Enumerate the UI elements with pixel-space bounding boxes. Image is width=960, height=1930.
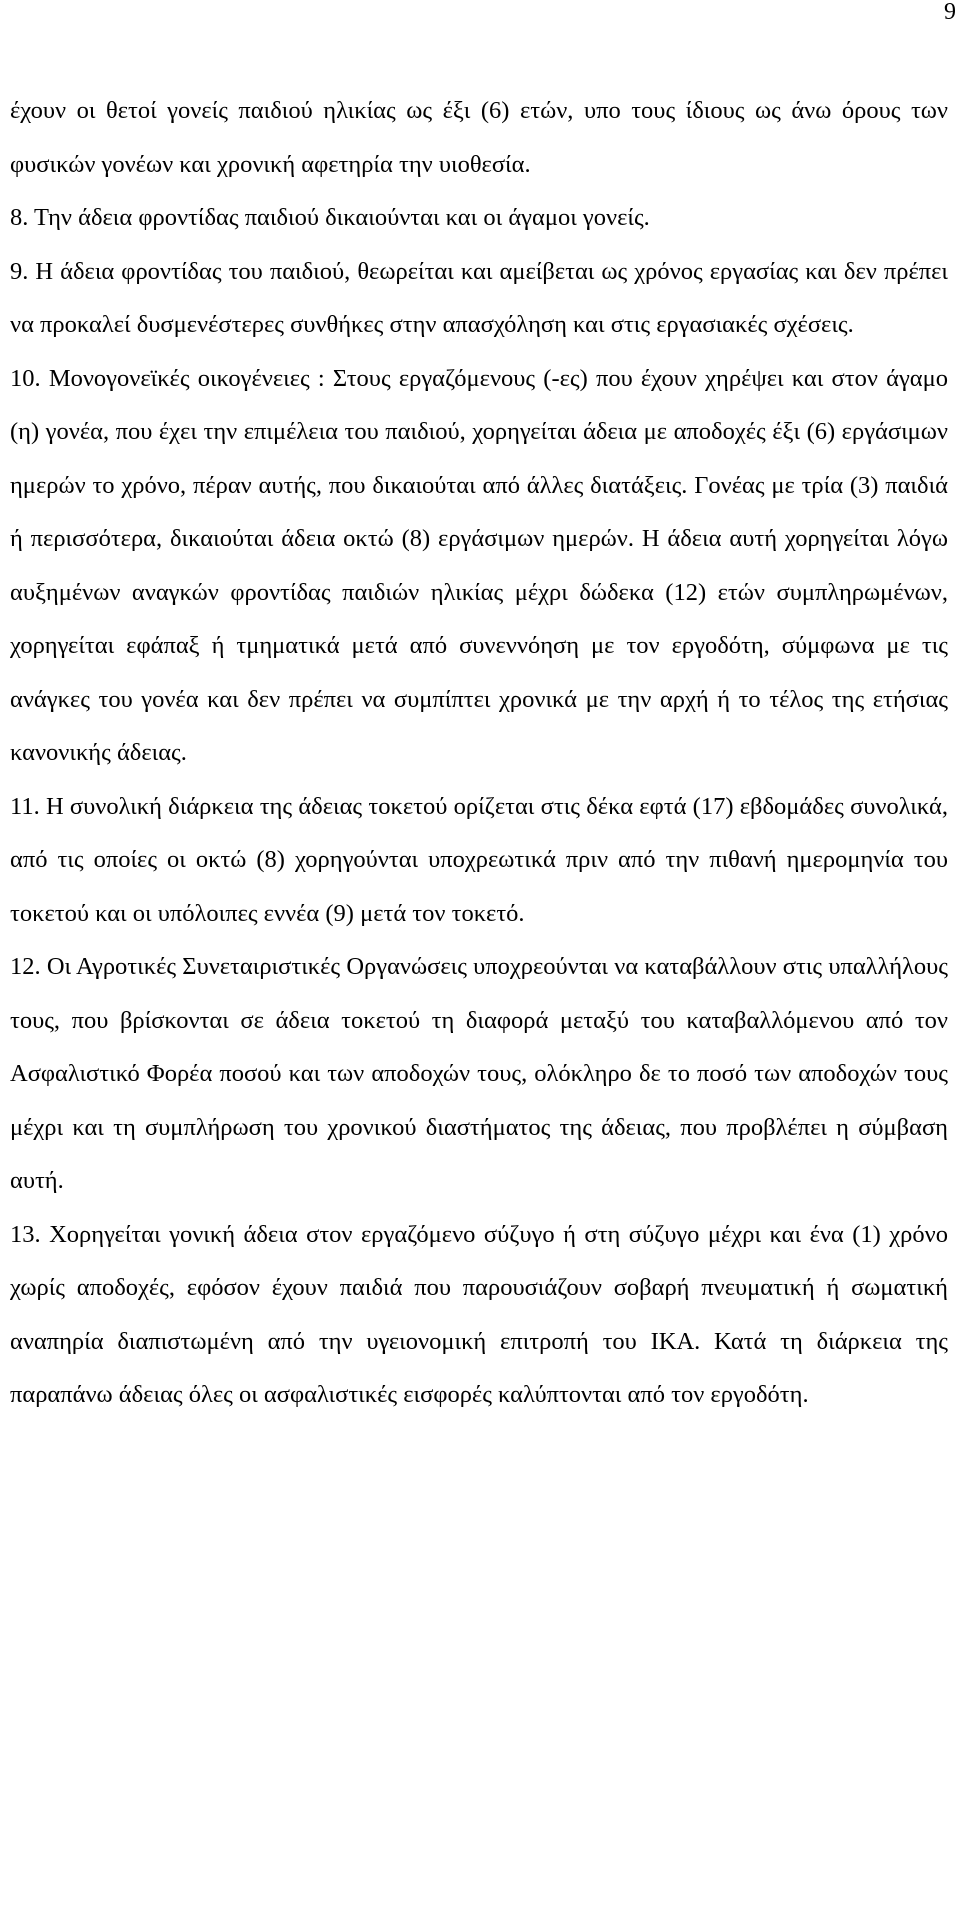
paragraph-continuation: έχουν οι θετοί γονείς παιδιού ηλικίας ως έξι (6) ετών, υπο τους ίδιους ως άνω όρους των φυσικών γονέων και χρονική αφετηρία την υιοθεσία.	[10, 97, 948, 178]
paragraph-13: 13. Χορηγείται γονική άδεια στον εργαζόμενο σύζυγο ή στη σύζυγο μέχρι και ένα (1) χρόνο χωρίς αποδοχές, εφόσον έχουν παιδιά που παρουσιάζουν σοβαρή πνευματική ή σωματική αναπηρία διαπιστωμένη από την υγειονομική επιτροπή του ΙΚΑ. Κατά τη διάρκεια της παραπάνω άδειας όλες οι ασφαλιστικές εισφορές καλύπτονται από τον εργοδότη.	[10, 1220, 948, 1408]
page-number: 9	[944, 0, 956, 25]
paragraph-9: 9. Η άδεια φροντίδας του παιδιού, θεωρείται και αμείβεται ως χρόνος εργασίας και δεν πρέπει να προκαλεί δυσμενέστερες συνθήκες στην απασχόληση και στις εργασιακές σχέσεις.	[10, 257, 948, 338]
paragraph-8: 8. Την άδεια φροντίδας παιδιού δικαιούνται και οι άγαμοι γονείς.	[10, 204, 650, 231]
paragraph-10: 10. Μονογονεϊκές οικογένειες : Στους εργαζόμενους (-ες) που έχουν χηρέψει και στον άγαμο (η) γονέα, που έχει την επιμέλεια του παιδιού, χορηγείται άδεια με αποδοχές έξι (6) εργάσιμων ημερών το χρόνο, πέραν αυτής, που δικαιούται από άλλες διατάξεις. Γονέας με τρία (3) παιδιά ή περισσότερα, δικαιούται άδεια οκτώ (8) εργάσιμων ημερών. Η άδεια αυτή χορηγείται λόγω αυξημένων αναγκών φροντίδας παιδιών ηλικίας μέχρι δώδεκα (12) ετών συμπληρωμένων, χορηγείται εφάπαξ ή τμηματικά μετά από συνεννόηση με τον εργοδότη, σύμφωνα με τις ανάγκες του γονέα και δεν πρέπει να συμπίπτει χρονικά με την αρχή ή το τέλος της ετήσιας κανονικής άδειας.	[10, 364, 948, 766]
document-body	[10, 84, 948, 1422]
paragraph-12: 12. Οι Αγροτικές Συνεταιριστικές Οργανώσεις υποχρεούνται να καταβάλλουν στις υπαλλήλους τους, που βρίσκονται σε άδεια τοκετού τη διαφορά μεταξύ του καταβαλλόμενου από τον Ασφαλιστικό Φορέα ποσού και των αποδοχών τους, ολόκληρο δε το ποσό των αποδοχών τους μέχρι και τη συμπλήρωση του χρονικού διαστήματος της άδειας, που προβλέπει η σύμβαση αυτή.	[10, 953, 948, 1194]
paragraph-11: 11. Η συνολική διάρκεια της άδειας τοκετού ορίζεται στις δέκα εφτά (17) εβδομάδες συνολικά, από τις οποίες οι οκτώ (8) χορηγούνται υποχρεωτικά πριν από την πιθανή ημερομηνία του τοκετού και οι υπόλοιπες εννέα (9) μετά τον τοκετό.	[10, 792, 948, 927]
